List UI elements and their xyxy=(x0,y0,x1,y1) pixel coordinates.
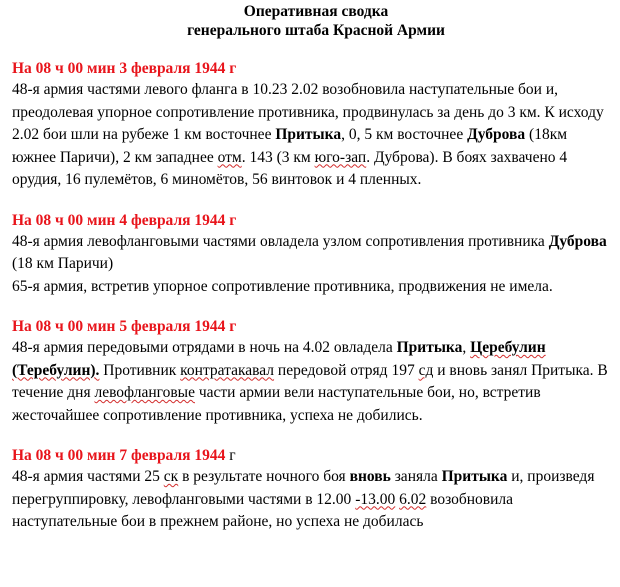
spellcheck-flagged-word: юго-зап xyxy=(314,148,367,166)
section-heading: На 08 ч 00 мин 4 февраля 1944 г xyxy=(12,211,237,229)
place-name-bold: Дуброва xyxy=(548,232,607,250)
report-section-feb-3 xyxy=(12,58,620,192)
text-run: (18 км Паричи) xyxy=(12,255,114,272)
report-paragraph xyxy=(12,466,612,534)
spellcheck-flagged-word: 6.02 xyxy=(399,490,427,508)
spellcheck-flagged-word: контратакавал xyxy=(180,361,275,379)
spellcheck-flagged-word: левофланговые xyxy=(94,384,195,401)
section-heading: На 08 ч 00 мин 5 февраля 1944 г xyxy=(12,318,237,335)
section-body xyxy=(12,79,612,192)
text-run: 48-я армия левофланговыми частями овладела узлом сопротивления противника xyxy=(12,232,549,250)
place-name-bold: Притыка xyxy=(396,339,463,356)
text-run: . 143 (3 км xyxy=(241,148,315,166)
section-body xyxy=(12,231,612,299)
text-run: заняла xyxy=(390,468,442,485)
text-run: в результате ночного боя xyxy=(178,468,350,485)
text-run: возобновила наступательные бои в прежнем районе, но успеха не добилась xyxy=(12,490,514,530)
report-paragraph xyxy=(12,337,612,427)
text-run: , xyxy=(462,339,471,356)
heading-suffix: г xyxy=(225,447,236,464)
text-run: . Дуброва). В боях захвачено 4 орудия, 16 пулемётов, 6 миномётов, 56 винтовок и 4 пленных. xyxy=(12,148,568,188)
text-run: 48-я армия частями левого фланга в 10.23 2.02 возобновила наступательные бои и, преодолевая упорное сопротивление противника, продвинулась за день до 3 км. К исходу 2.02 бои шли на рубеже 1 км восточнее xyxy=(12,81,604,143)
text-run: , 0, 5 км восточнее xyxy=(341,126,468,143)
report-section-feb-7 xyxy=(12,445,620,534)
place-name-bold: Притыка xyxy=(275,126,342,143)
section-body xyxy=(12,337,612,427)
spellcheck-flagged-word: отм xyxy=(217,148,242,166)
document-page xyxy=(0,2,620,587)
emphasis-bold: вновь xyxy=(349,468,391,485)
spellcheck-flagged-word: ск xyxy=(163,468,179,485)
text-run: Противник xyxy=(99,361,181,379)
report-paragraph xyxy=(12,276,612,299)
place-name-bold: Дуброва xyxy=(467,126,526,143)
text-run: части армии вели наступательные бои, но, встретив жесточайшее сопротивление противника, успеха не добились. xyxy=(12,384,541,424)
spellcheck-flagged-word: сд xyxy=(418,361,434,379)
report-section-feb-4 xyxy=(12,210,620,299)
section-heading: На 08 ч 00 мин 3 февраля 1944 г xyxy=(12,60,237,77)
report-paragraph xyxy=(12,79,612,192)
text-run: передовой отряд 197 xyxy=(274,361,419,379)
place-name-bold: Притыка xyxy=(441,468,508,485)
title-line-1: Оперативная сводка xyxy=(243,3,389,20)
section-heading xyxy=(12,445,620,466)
report-paragraph xyxy=(12,231,612,276)
spellcheck-flagged-word: -13.00 xyxy=(355,490,396,508)
report-section-feb-5 xyxy=(12,316,620,427)
title-line-2: генерального штаба Красной Армии xyxy=(187,22,445,39)
text-run: и вновь занял Притыка. В течение дня xyxy=(12,361,608,401)
heading-text: На 08 ч 00 мин 7 февраля 1944 xyxy=(12,447,226,464)
text-run: (18км южнее Паричи), 2 км западнее xyxy=(12,126,568,166)
document-title xyxy=(12,2,620,40)
text-run: 65-я армия, встретив упорное сопротивление противника, продвижения не имела. xyxy=(12,277,553,295)
place-name-bold: Церебулин (Теребулин). xyxy=(12,339,546,379)
section-body xyxy=(12,466,612,534)
text-run: и, произведя перегруппировку, левофланговыми частями в 12.00 xyxy=(12,468,595,508)
text-run: 48-я армия частями 25 xyxy=(12,468,164,485)
text-run: 48-я армия передовыми отрядами в ночь на 4.02 овладела xyxy=(12,339,397,356)
